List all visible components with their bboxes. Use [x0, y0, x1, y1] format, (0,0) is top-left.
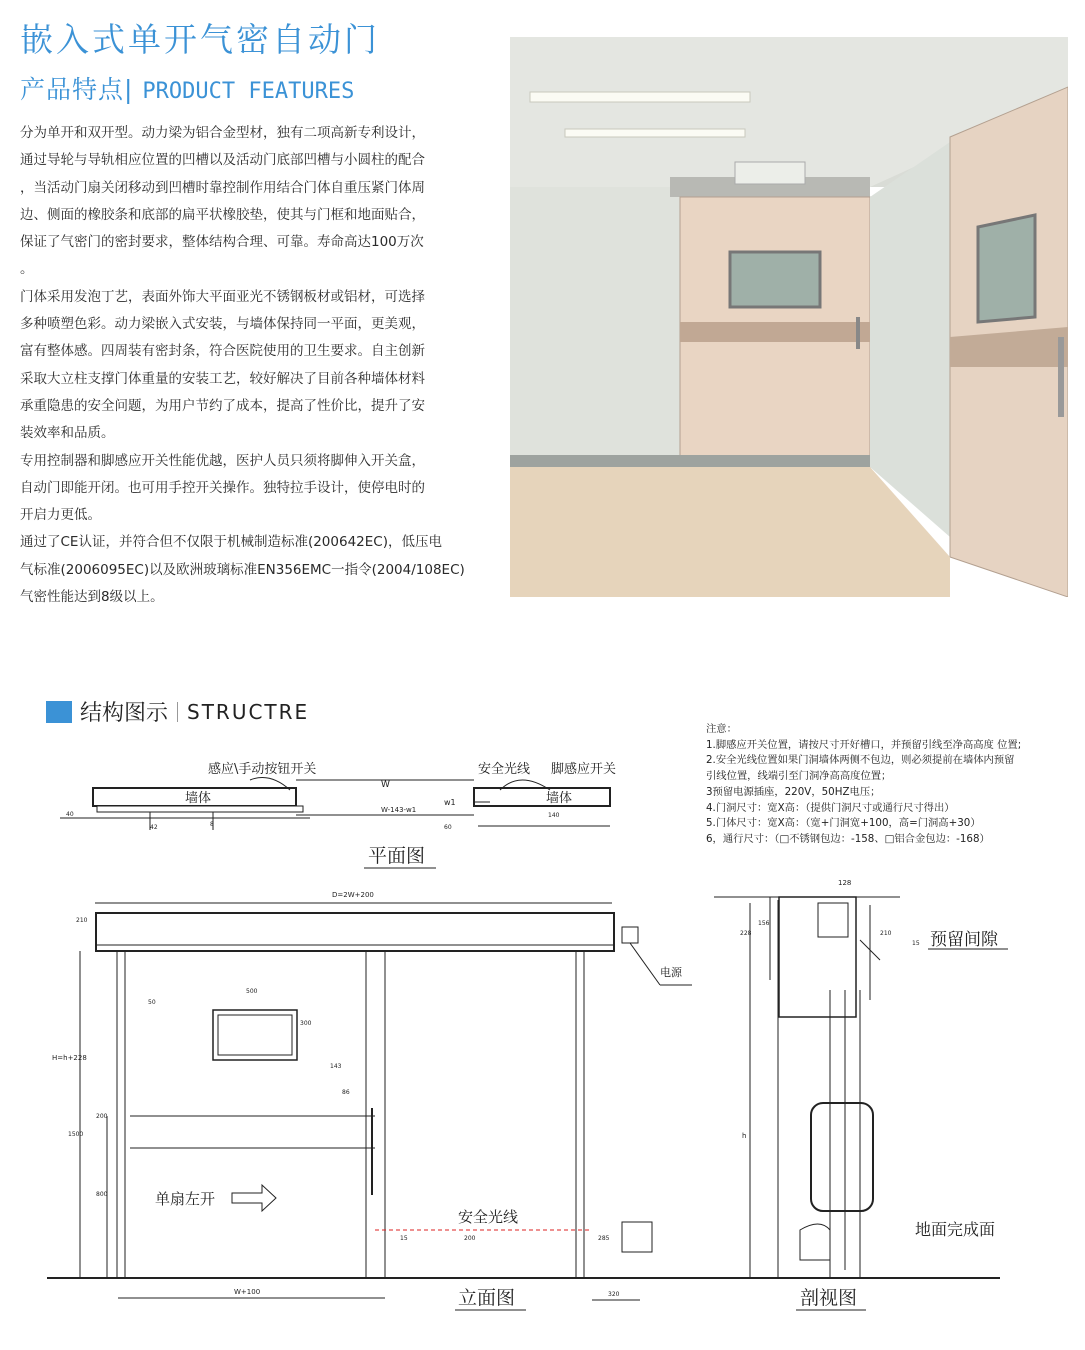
text-line: 。 — [20, 261, 34, 278]
dim-w100: W+100 — [234, 1288, 261, 1296]
note-line: 4.门洞尺寸：宽X高：（提供门洞尺寸或通行尺寸得出） — [706, 801, 955, 814]
label-power: 电源 — [660, 966, 682, 979]
section-view — [714, 879, 1008, 1310]
dim-156: 156 — [758, 920, 770, 927]
page-title: 嵌入式单开气密自动门 — [20, 20, 380, 59]
note-line: 注意： — [706, 723, 737, 735]
text-line: 保证了气密门的密封要求，整体结构合理、可靠。寿命高达100万次 — [20, 234, 424, 251]
section-caption: 剖视图 — [800, 1287, 858, 1309]
plan-caption: 平面图 — [368, 845, 426, 867]
dim-143: 143 — [330, 1063, 342, 1070]
dim-200: 200 — [96, 1113, 108, 1120]
subtitle-cn: 产品特点 — [20, 75, 125, 104]
heading-separator — [177, 702, 178, 722]
dim-60: 60 — [444, 824, 452, 831]
structure-heading-cn: 结构图示 — [80, 701, 169, 726]
arrow-right-icon — [232, 1185, 276, 1211]
section-subtitle — [20, 70, 354, 106]
structure-heading-en: STRUCTRE — [187, 699, 310, 724]
text-line: 采取大立柱支撑门体重量的安装工艺，较好解决了目前各种墙体材料 — [20, 370, 425, 387]
label-wall-right: 墙体 — [546, 791, 573, 806]
cleanroom-door-illustration — [510, 37, 1068, 597]
subtitle-separator: | — [124, 75, 134, 104]
dim-86: 86 — [342, 1089, 350, 1096]
label-plan-safety-beam: 安全光线 — [478, 762, 531, 777]
elevation-caption: 立面图 — [458, 1287, 516, 1309]
dim-50: 50 — [148, 999, 156, 1006]
text-line: 通过导轮与导轨相应位置的凹槽以及活动门底部凹槽与小圆柱的配合 — [20, 152, 425, 169]
structure-drawing — [0, 730, 1085, 1350]
dim-42: 42 — [150, 824, 158, 831]
dim-300: 300 — [300, 1020, 312, 1027]
note-line: 6，通行尺寸：（□不锈钢包边：-158、□铝合金包边：-168） — [706, 832, 990, 845]
dim-8: 8 — [210, 821, 214, 828]
dim-15s: 15 — [912, 940, 920, 947]
dim-800: 800 — [96, 1191, 108, 1198]
label-sensor-switch: 感应\手动按钮开关 — [208, 762, 317, 777]
dim-210s: 210 — [880, 930, 892, 937]
heading-square-icon — [46, 701, 72, 723]
dim-w: W — [381, 780, 390, 790]
text-line: 分为单开和双开型。动力梁为铝合金型材，独有二项高新专利设计， — [20, 125, 425, 141]
dim-d: D=2W+200 — [332, 891, 374, 899]
note-line: 2.安全光线位置如果门洞墙体两侧不包边，则必须提前在墙体内预留 — [706, 754, 1015, 767]
text-line: 开启力更低。 — [20, 507, 101, 524]
note-line: 3预留电源插座，220V，50HZ电压； — [706, 785, 881, 798]
dim-1500: 1500 — [68, 1131, 84, 1138]
text-line: 富有整体感。四周装有密封条，符合医院使用的卫生要求。自主创新 — [20, 343, 425, 360]
subtitle-en: PRODUCT FEATURES — [142, 79, 355, 104]
label-wall-left: 墙体 — [185, 791, 212, 806]
text-line: 多种喷塑色彩。动力梁嵌入式安装，与墙体保持同一平面，更美观， — [20, 316, 425, 333]
structure-heading — [46, 696, 309, 727]
label-elev-safety-beam: 安全光线 — [458, 1208, 519, 1226]
label-single-left: 单扇左开 — [155, 1190, 216, 1208]
elevation-view — [47, 891, 1000, 1310]
plan-view — [60, 761, 616, 868]
dim-15: 15 — [400, 1235, 408, 1242]
text-line: 装效率和品质。 — [20, 425, 115, 442]
dim-w1: w1 — [444, 798, 456, 807]
dim-285: 285 — [598, 1235, 610, 1242]
text-line: 气标准(2006095EC)以及欧洲玻璃标准EN356EMC一指令(2004/108EC) — [20, 561, 465, 578]
dim-128: 128 — [838, 879, 852, 887]
text-line: 承重隐患的安全问题，为用户节约了成本，提高了性价比，提升了安 — [20, 397, 425, 414]
text-line: 专用控制器和脚感应开关性能优越，医护人员只须将脚伸入开关盒， — [20, 452, 425, 469]
note-line: 5.门体尺寸：宽X高：（宽+门洞宽+100，高=门洞高+30） — [706, 817, 981, 830]
label-foot-switch: 脚感应开关 — [551, 762, 617, 777]
dim-228: 228 — [740, 930, 752, 937]
label-floor: 地面完成面 — [915, 1220, 996, 1239]
dim-210: 210 — [76, 917, 88, 924]
dim-500: 500 — [246, 988, 258, 995]
dim-320: 320 — [608, 1291, 620, 1298]
text-line: 边、侧面的橡胶条和底部的扁平状橡胶垫，使其与门框和地面贴合， — [20, 206, 425, 223]
text-line: 通过了CE认证，并符合但不仅限于机械制造标准(200642EC)，低压电 — [20, 534, 442, 551]
product-description — [20, 120, 490, 611]
text-line: 自动门即能开闭。也可用手控开关操作。独特拉手设计，使停电时的 — [20, 479, 425, 496]
dim-140: 140 — [548, 812, 560, 819]
dim-h: h — [742, 1132, 747, 1140]
label-reserved-gap: 预留间隙 — [930, 930, 998, 950]
product-photo — [510, 37, 1068, 597]
text-line: ，当活动门扇关闭移动到凹槽时靠控制作用结合门体自重压紧门体周 — [20, 179, 425, 196]
note-line: 1.脚感应开关位置，请按尺寸开好槽口，并预留引线至净高高度 位置; — [706, 738, 1022, 751]
dim-w-inner: W-143-w1 — [381, 806, 417, 814]
note-line: 引线位置，线端引至门洞净高高度位置； — [706, 770, 892, 783]
dim-h-total: H=h+228 — [52, 1054, 87, 1062]
text-line: 门体采用发泡丁艺，表面外饰大平面亚光不锈钢板材或铝材，可选择 — [20, 288, 425, 305]
dim-200b: 200 — [464, 1235, 476, 1242]
text-line: 气密性能达到8级以上。 — [20, 589, 164, 606]
dim-40: 40 — [66, 811, 74, 818]
